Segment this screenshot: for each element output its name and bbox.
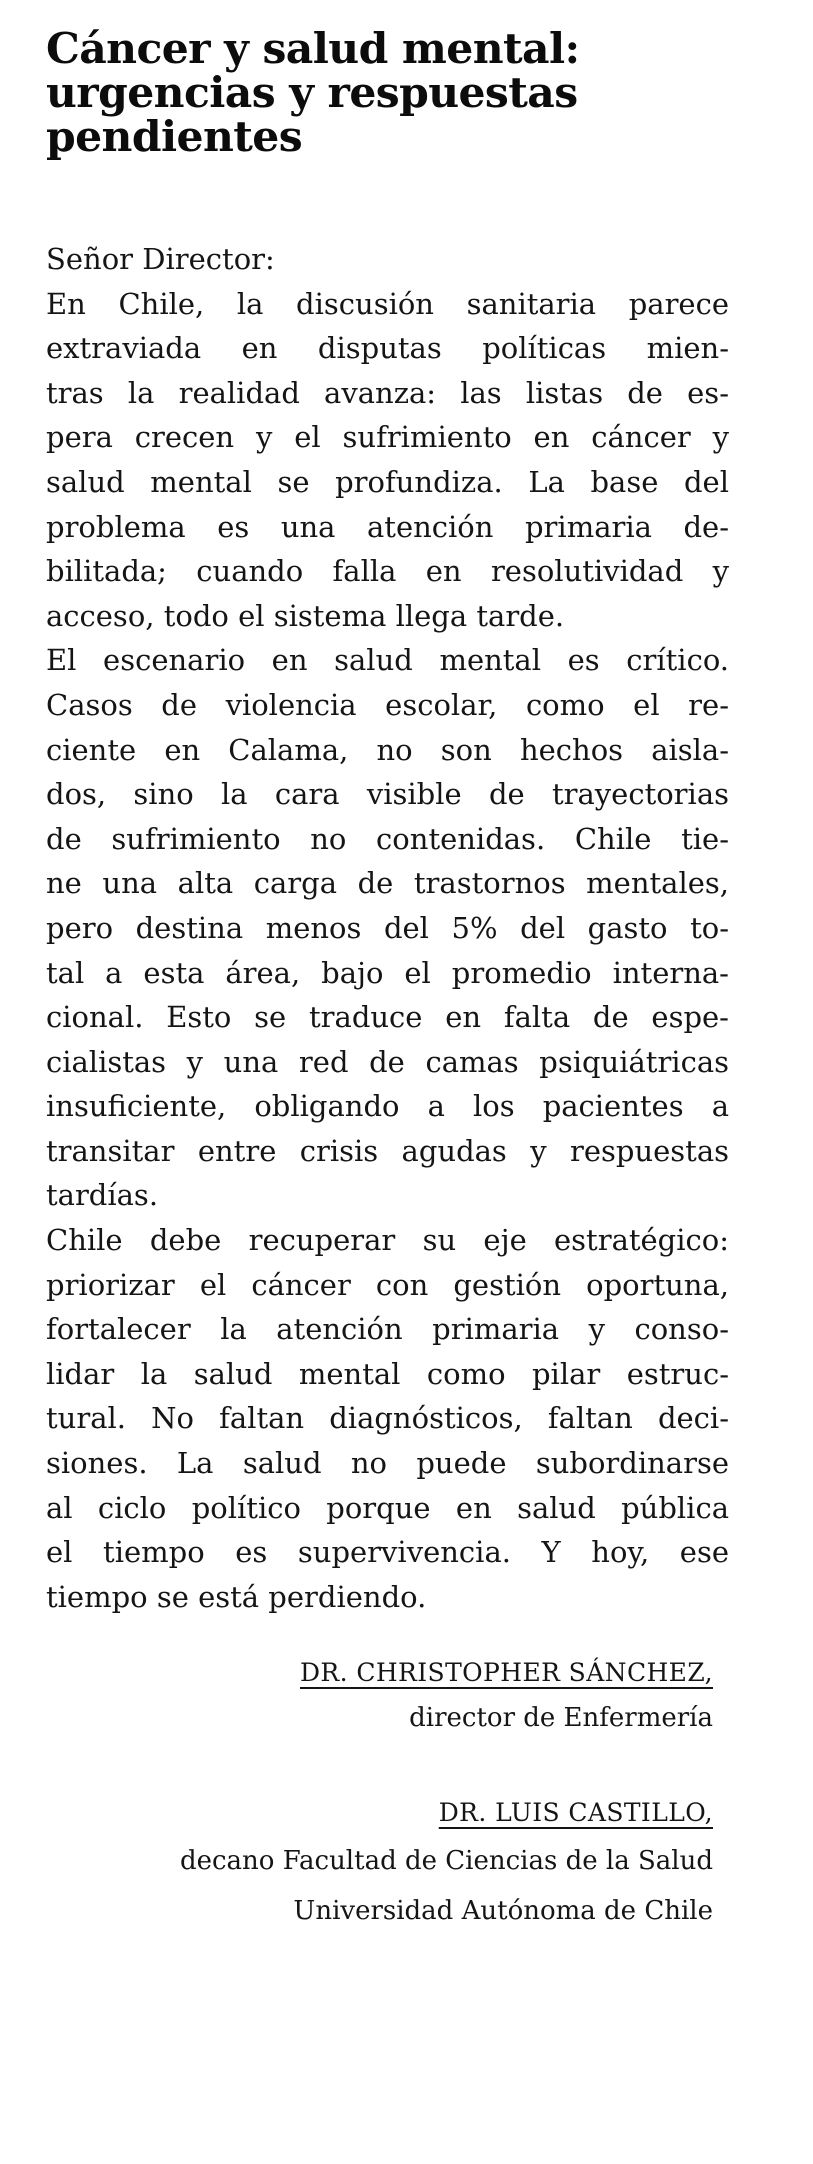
body-line: Casos de violencia escolar, como el re- <box>46 687 729 722</box>
signature-role: decano Facultad de Ciencias de la Salud <box>179 1846 713 1876</box>
body-line: Chile debe recuperar su eje estratégico: <box>46 1223 729 1258</box>
body-line: tural. No faltan diagnósticos, faltan deci- <box>46 1401 729 1436</box>
body-line: El escenario en salud mental es crítico. <box>46 643 729 678</box>
signature-block <box>180 1797 713 1936</box>
signature-name: DR. CHRISTOPHER SÁNCHEZ, <box>299 1658 713 1687</box>
body-line: tras la realidad avanza: las listas de es- <box>46 375 729 410</box>
body-line: acceso, todo el sistema llega tarde. <box>46 598 565 633</box>
body-line: transitar entre crisis agudas y respuestas <box>46 1133 729 1168</box>
body-line: cialistas y una red de camas psiquiátricas <box>46 1044 729 1079</box>
body-line: priorizar el cáncer con gestión oportuna, <box>46 1267 729 1302</box>
body-line: siones. La salud no puede subordinarse <box>46 1446 729 1481</box>
body-line: problema es una atención primaria de- <box>46 509 729 544</box>
letter-body <box>46 237 729 1619</box>
body-line: ciente en Calama, no son hechos aisla- <box>46 732 729 767</box>
body-line: pera crecen y el sufrimiento en cáncer y <box>46 420 729 455</box>
headline-line: pendientes <box>46 112 303 162</box>
headline <box>46 24 776 162</box>
signature-name: DR. LUIS CASTILLO, <box>438 1798 713 1827</box>
body-line: ne una alta carga de trastornos mentales, <box>46 866 729 901</box>
signatures <box>180 1657 713 1936</box>
body-line: tiempo se está perdiendo. <box>46 1579 427 1614</box>
body-line: lidar la salud mental como pilar estruc- <box>46 1356 729 1391</box>
body-line: salud mental se profundiza. La base del <box>46 464 729 499</box>
body-line: de sufrimiento no contenidas. Chile tie- <box>46 821 729 856</box>
headline-line: urgencias y respuestas <box>46 68 578 118</box>
body-line: cional. Esto se traduce en falta de espe- <box>46 1000 729 1035</box>
body-line: En Chile, la discusión sanitaria parece <box>46 286 729 321</box>
body-line: tardías. <box>46 1178 159 1213</box>
body-line: dos, sino la cara visible de trayectorias <box>46 777 729 812</box>
body-line: pero destina menos del 5% del gasto to- <box>46 910 729 945</box>
signature-role: director de Enfermería <box>409 1703 713 1733</box>
signature-block <box>180 1657 713 1735</box>
signature-affiliation: Universidad Autónoma de Chile <box>293 1896 713 1926</box>
body-line: extraviada en disputas políticas mien- <box>46 331 729 366</box>
body-line: insuficiente, obligando a los pacientes a <box>46 1089 729 1124</box>
headline-line: Cáncer y salud mental: <box>46 24 580 74</box>
body-line: al ciclo político porque en salud pública <box>46 1490 729 1525</box>
body-line: bilitada; cuando falla en resolutividad y <box>46 554 729 589</box>
salutation: Señor Director: <box>46 242 275 276</box>
body-line: fortalecer la atención primaria y conso- <box>46 1312 729 1347</box>
body-line: tal a esta área, bajo el promedio interna- <box>46 955 729 990</box>
body-line: el tiempo es supervivencia. Y hoy, ese <box>46 1535 729 1570</box>
